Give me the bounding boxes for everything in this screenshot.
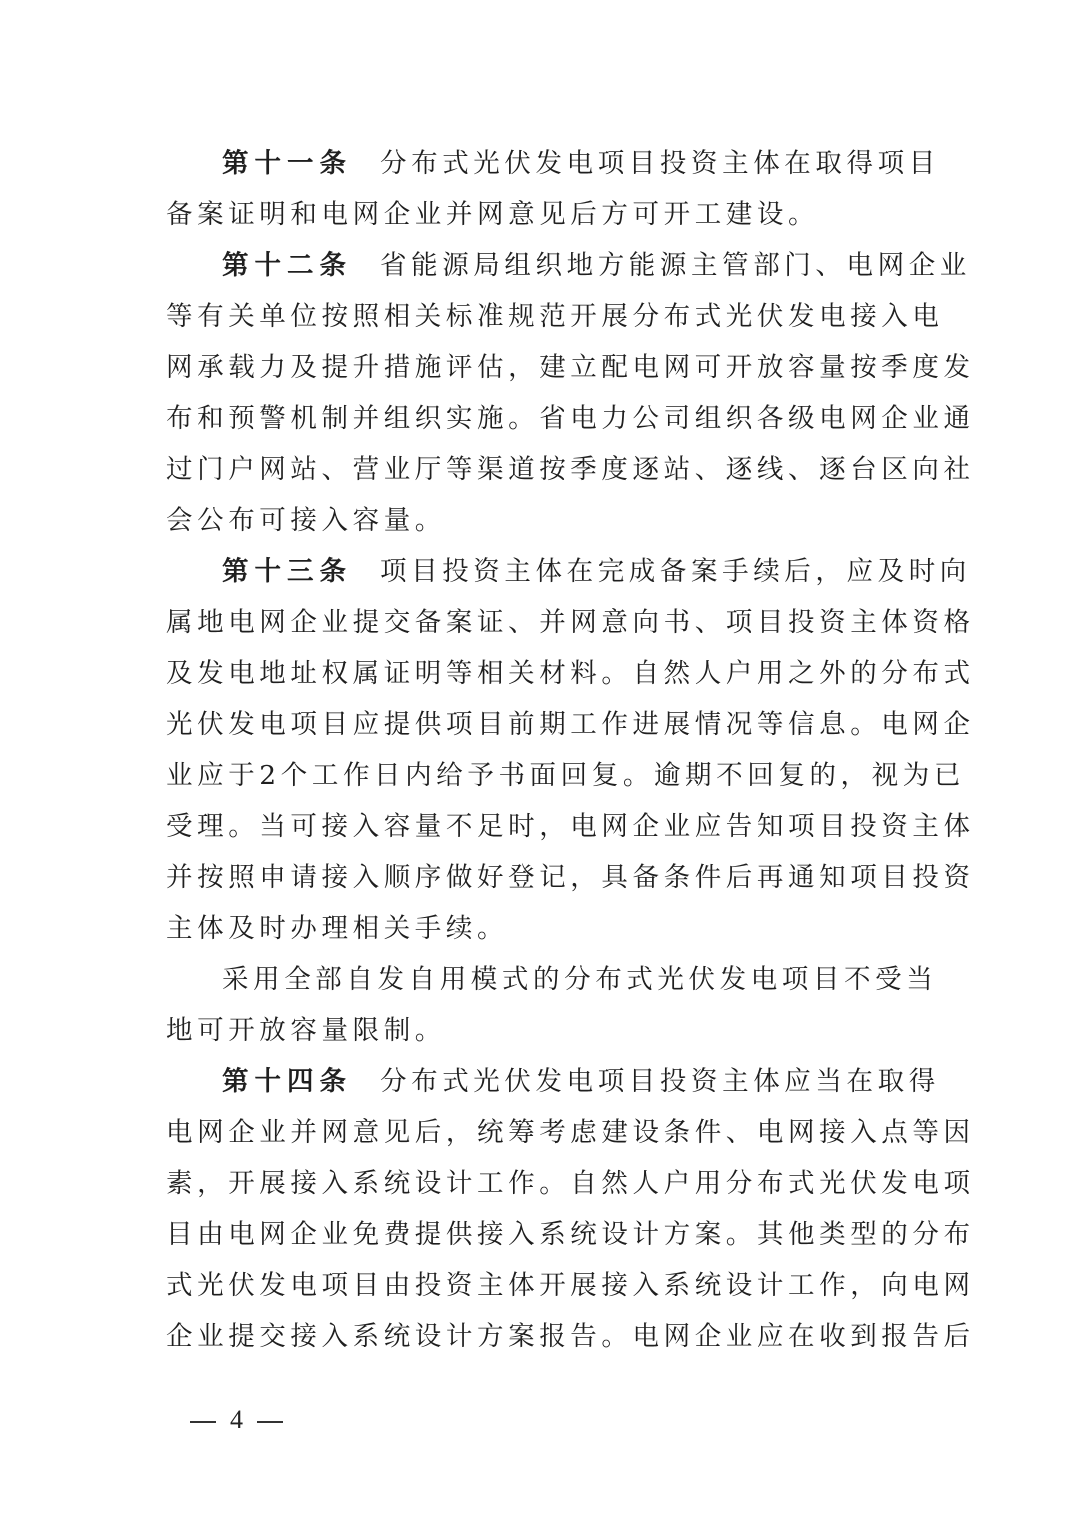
article-12-line-3: 网承载力及提升措施评估，建立配电网可开放容量按季度发 (166, 352, 975, 383)
article-text: 分布式光伏发电项目投资主体应当在取得 (380, 1066, 940, 1097)
article-11-line-2: 备案证明和电网企业并网意见后方可开工建设。 (166, 199, 820, 230)
article-13-extra-line-1: 采用全部自发自用模式的分布式光伏发电项目不受当 (222, 964, 938, 995)
article-11-line-1 (222, 138, 940, 189)
article-13-extra-line-2: 地可开放容量限制。 (166, 1015, 446, 1046)
dash-left (190, 1421, 216, 1423)
article-13-line-4: 光伏发电项目应提供项目前期工作进展情况等信息。电网企 (166, 709, 975, 740)
article-13-line-6: 受理。当可接入容量不足时，电网企业应告知项目投资主体 (166, 811, 975, 842)
article-14-label: 第十四条 (222, 1066, 352, 1097)
article-text: 分布式光伏发电项目投资主体在取得项目 (380, 148, 940, 179)
article-12-line-4: 布和预警机制并组织实施。省电力公司组织各级电网企业通 (166, 403, 975, 434)
article-12-line-2: 等有关单位按照相关标准规范开展分布式光伏发电接入电 (166, 301, 944, 332)
article-14-line-6: 企业提交接入系统设计方案报告。电网企业应在收到报告后 (166, 1321, 975, 1352)
article-text: 省能源局组织地方能源主管部门、电网企业 (380, 250, 971, 281)
article-14-line-2: 电网企业并网意见后，统筹考虑建设条件、电网接入点等因 (166, 1117, 975, 1148)
article-text: 项目投资主体在完成备案手续后，应及时向 (380, 556, 971, 587)
article-12-line-6: 会公布可接入容量。 (166, 505, 446, 536)
article-13-line-8: 主体及时办理相关手续。 (166, 913, 509, 944)
article-13-line-3: 及发电地址权属证明等相关材料。自然人户用之外的分布式 (166, 658, 975, 689)
article-13-line-1 (222, 546, 971, 597)
article-13-line-7: 并按照申请接入顺序做好登记，具备条件后再通知项目投资 (166, 862, 975, 893)
article-13-line-5: 业应于2个工作日内给予书面回复。逾期不回复的，视为已 (166, 760, 965, 791)
article-14-line-3: 素，开展接入系统设计工作。自然人户用分布式光伏发电项 (166, 1168, 975, 1199)
article-13-line-2: 属地电网企业提交备案证、并网意向书、项目投资主体资格 (166, 607, 975, 638)
article-12-label: 第十二条 (222, 250, 352, 281)
dash-right (257, 1421, 283, 1423)
article-13-label: 第十三条 (222, 556, 352, 587)
article-11-label: 第十一条 (222, 148, 352, 179)
article-12-line-5: 过门户网站、营业厅等渠道按季度逐站、逐线、逐台区向社 (166, 454, 975, 485)
article-14-line-1 (222, 1056, 940, 1107)
page-number-value: 4 (230, 1405, 243, 1434)
article-14-line-4: 目由电网企业免费提供接入系统设计方案。其他类型的分布 (166, 1219, 975, 1250)
article-14-line-5: 式光伏发电项目由投资主体开展接入系统设计工作，向电网 (166, 1270, 975, 1301)
article-12-line-1 (222, 240, 971, 291)
page-number (176, 1402, 297, 1438)
